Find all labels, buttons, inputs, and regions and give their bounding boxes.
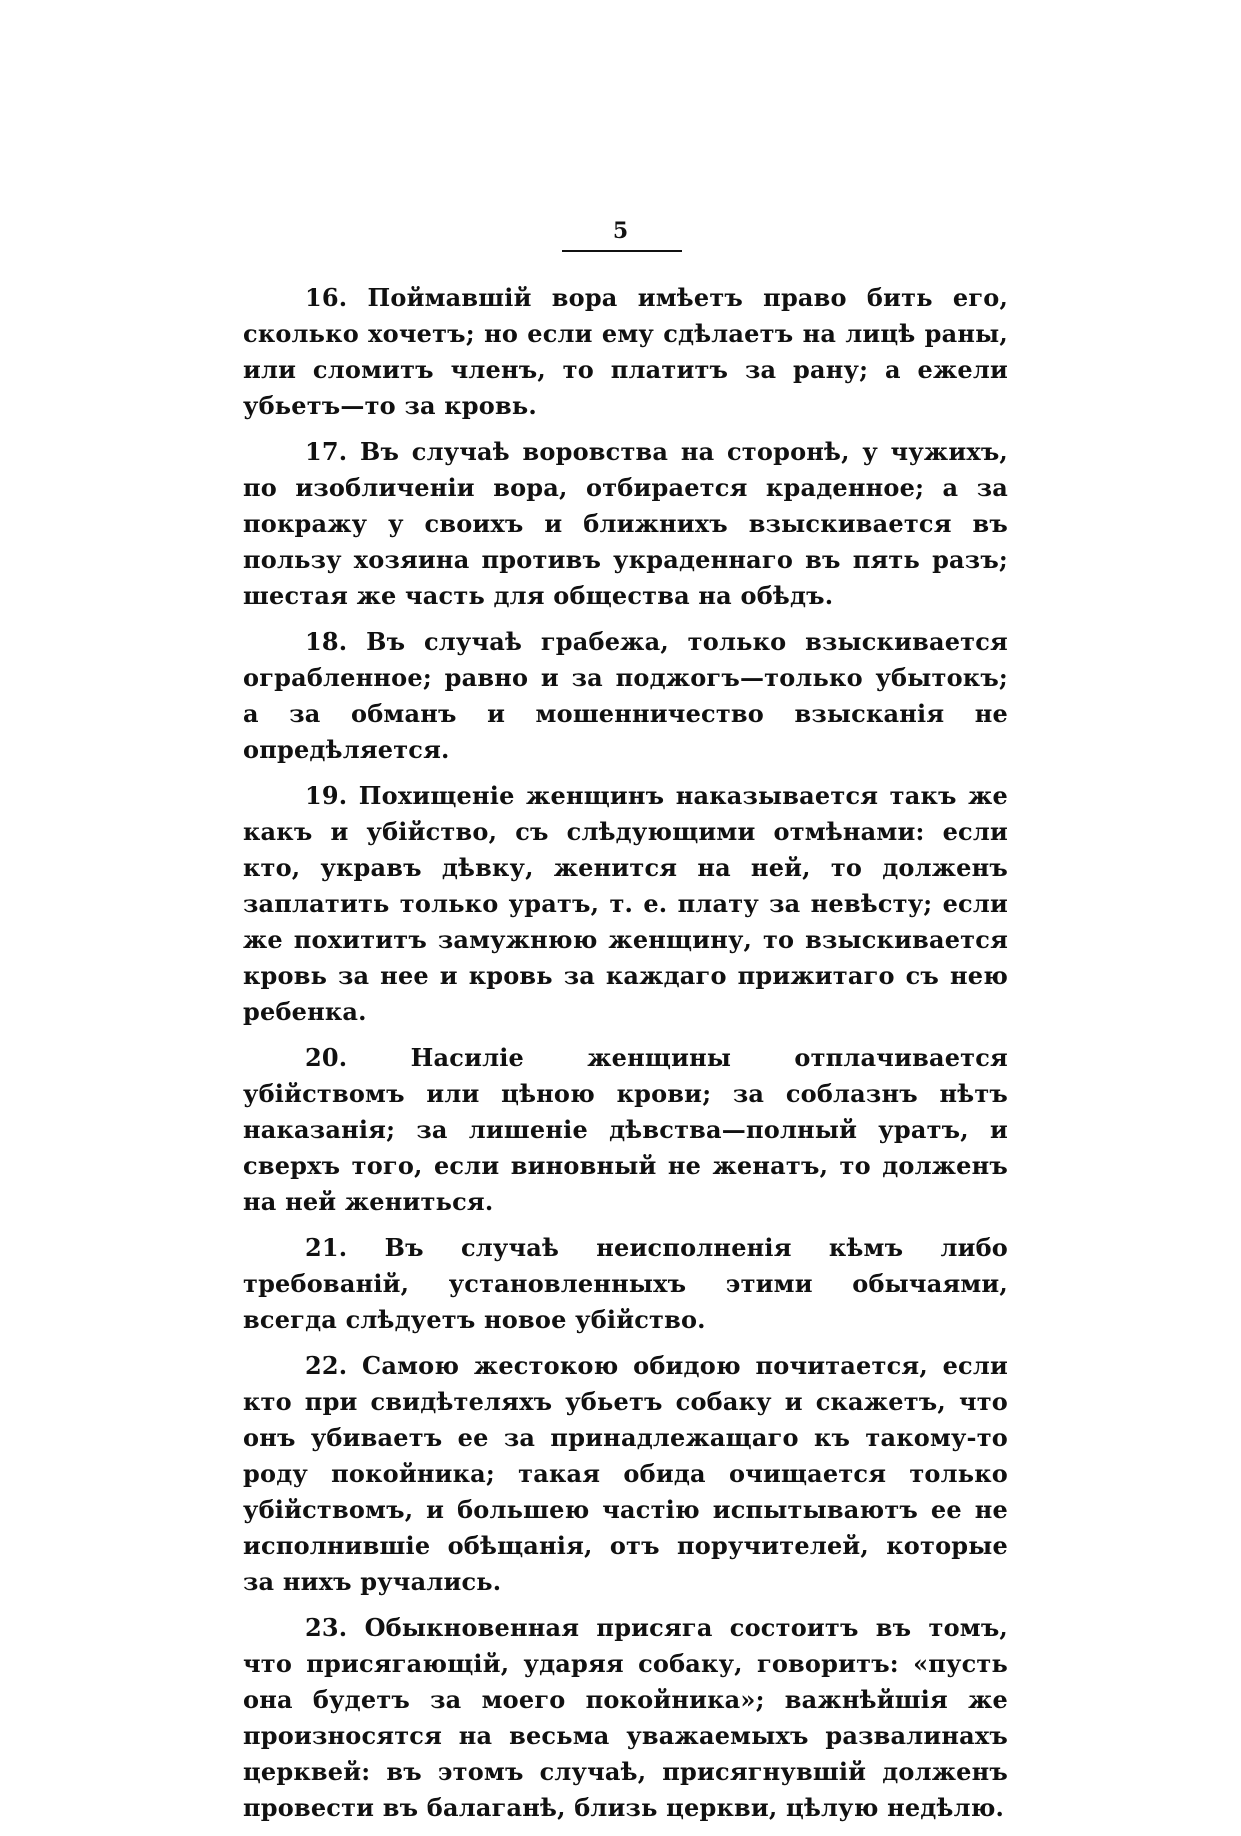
page-number: 5	[612, 218, 629, 244]
paragraph-17: 17. Въ случаѣ воровства на сторонѣ, у чужихъ, по изобличеніи вора, отбирается краденное; а за покражу у своихъ и ближнихъ взыскивается въ пользу хозяина противъ украденнаго въ пять разъ; шестая же часть для общества на обѣдъ.	[243, 437, 1008, 610]
paragraph-16: 16. Поймавшій вора имѣетъ право бить его, сколько хочетъ; но если ему сдѣлаетъ на лицѣ раны, или сломитъ членъ, то платитъ за рану; а ежели убьетъ—то за кровь.	[243, 283, 1008, 420]
paragraph-19: 19. Похищеніе женщинъ наказывается такъ же какъ и убійство, съ слѣдующими отмѣнами: если кто, укравъ дѣвку, женится на ней, то долженъ заплатить только уратъ, т. е. плату за невѣсту; если же похититъ замужнюю женщину, то взыскивается кровь за нее и кровь за каждаго прижитаго съ нею ребенка.	[243, 781, 1008, 1026]
paragraph-21: 21. Въ случаѣ неисполненія кѣмъ либо требованій, установленныхъ этими обычаями, всегда слѣдуетъ новое убійство.	[243, 1233, 1008, 1334]
paragraph-20: 20. Насиліе женщины отплачивается убійствомъ или цѣною крови; за соблазнъ нѣтъ наказанія; за лишеніе дѣвства—полный уратъ, и сверхъ того, если виновный не женатъ, то долженъ на ней жениться.	[243, 1043, 1008, 1216]
paragraph-22: 22. Самою жестокою обидою почитается, если кто при свидѣтеляхъ убьетъ собаку и скажетъ, что онъ убиваетъ ее за принадлежащаго къ такому-то роду покойника; такая обида очищается только убійствомъ, и большею частію испытываютъ ее не исполнившіе обѣщанія, отъ поручителей, которые за нихъ ручались.	[243, 1351, 1008, 1596]
page-header	[0, 218, 1241, 244]
header-rule	[562, 250, 682, 252]
paragraph-23: 23. Обыкновенная присяга состоитъ въ томъ, что присягающій, ударяя собаку, говоритъ: «пусть она будетъ за моего покойника»; важнѣйшія же произносятся на весьма уважаемыхъ развалинахъ церквей: въ этомъ случаѣ, присягнувшій долженъ провести въ балаганѣ, близь церкви, цѣлую недѣлю.	[243, 1613, 1008, 1822]
text-body	[243, 280, 1008, 1836]
paragraph-18: 18. Въ случаѣ грабежа, только взыскивается ограбленное; равно и за поджогъ—только убытокъ; а за обманъ и мошенничество взысканія не опредѣляется.	[243, 627, 1008, 764]
